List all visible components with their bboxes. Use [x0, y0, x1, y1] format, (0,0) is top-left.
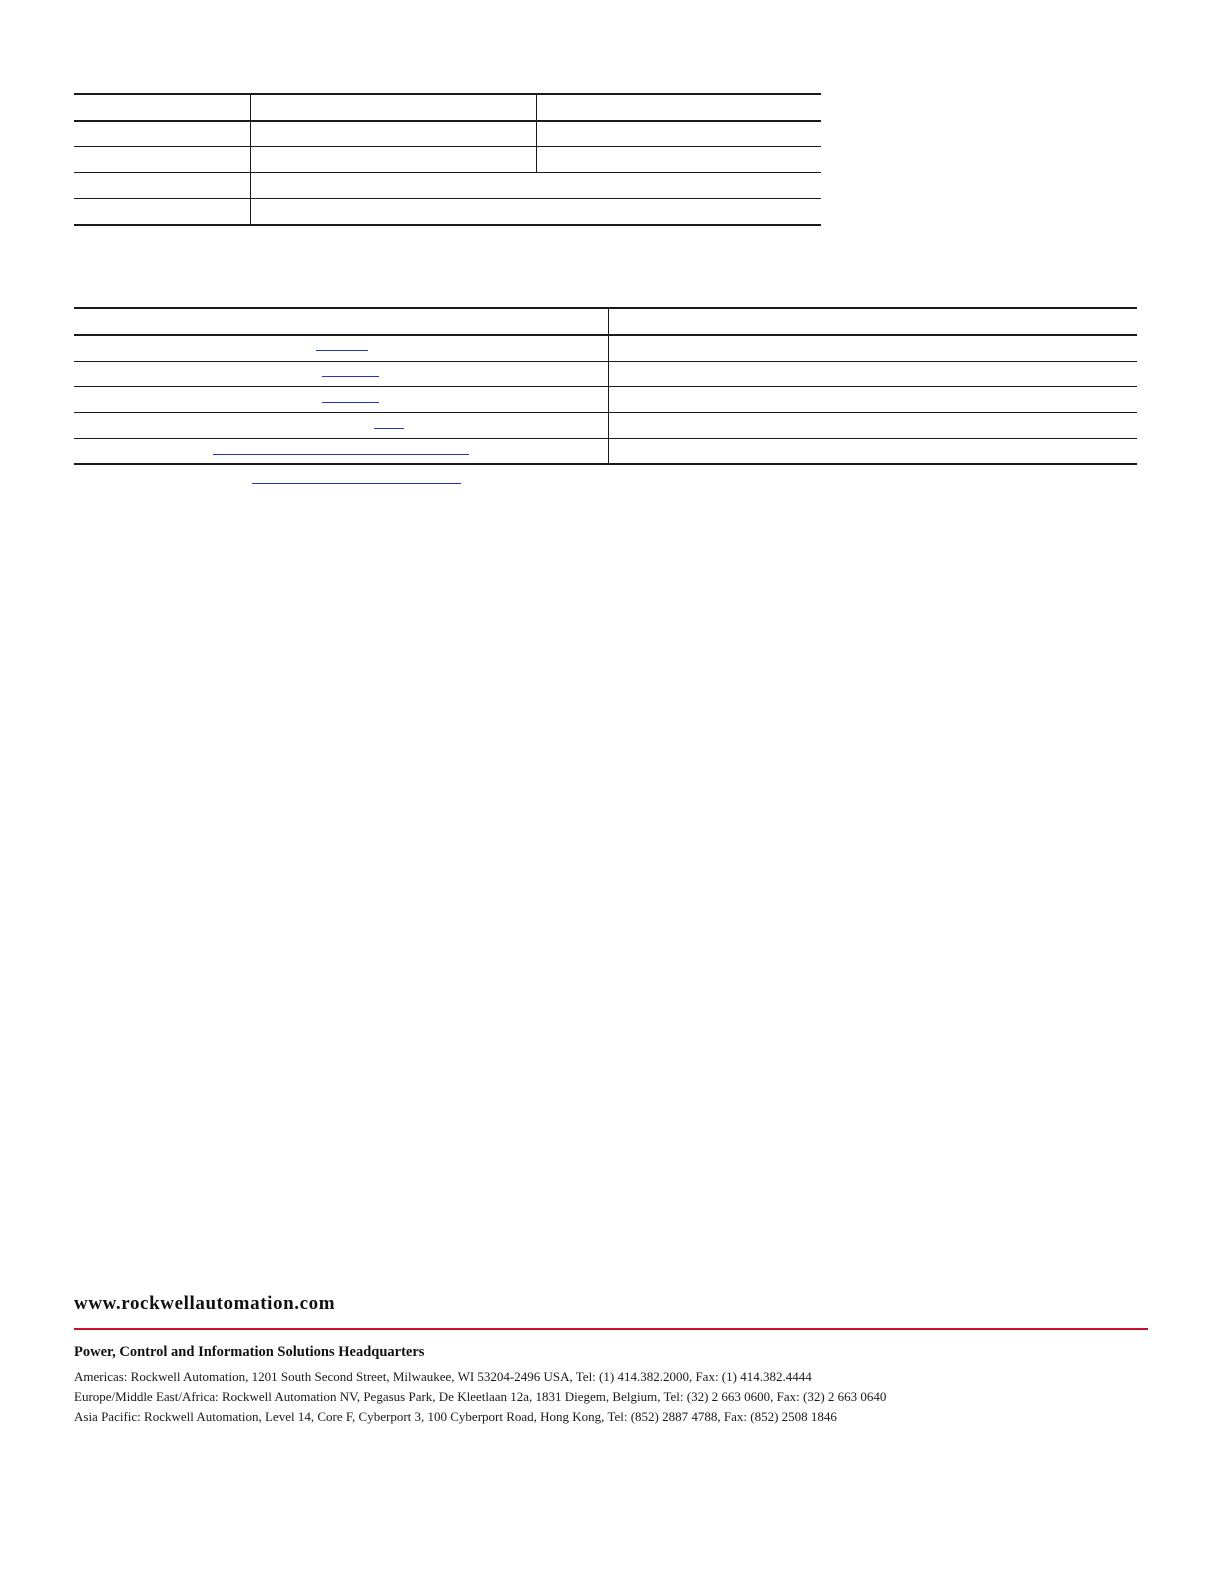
table-rule	[74, 172, 821, 173]
table-rule-bottom	[74, 224, 821, 226]
table-rule-top	[74, 93, 821, 95]
table-rule-top	[74, 307, 1137, 309]
headquarters-title: Power, Control and Information Solutions Headquarters	[74, 1344, 425, 1360]
table-link[interactable]	[322, 402, 379, 403]
footer-divider	[74, 1328, 1148, 1330]
address-emea: Europe/Middle East/Africa: Rockwell Automation NV, Pegasus Park, De Kleetlaan 12a, 1831 Diegem, Belgium, Tel: (32) 2 663 0600, Fax: (32) 2 663 0640	[74, 1389, 887, 1404]
table-rule-bottom	[74, 463, 1137, 465]
table-rule	[74, 198, 821, 199]
support-table	[74, 93, 821, 226]
table-link[interactable]	[316, 350, 368, 351]
table-rule	[74, 361, 1137, 362]
address-asia-pacific: Asia Pacific: Rockwell Automation, Level 14, Core F, Cyberport 3, 100 Cyberport Road, Hong Kong, Tel: (852) 2887 4788, Fax: (852) 2508 1846	[74, 1409, 837, 1424]
table-rule	[74, 146, 821, 147]
table-rule	[74, 412, 1137, 413]
table-link[interactable]	[374, 428, 404, 429]
resources-table	[74, 307, 1137, 465]
table-rule	[74, 438, 1137, 439]
table-rule-header	[74, 120, 821, 122]
table-column-divider	[536, 93, 537, 173]
table-rule	[74, 386, 1137, 387]
table-rule-header	[74, 334, 1137, 336]
table-column-divider	[608, 307, 609, 465]
table-link[interactable]	[213, 454, 469, 455]
table-column-divider	[250, 93, 251, 226]
address-americas: Americas: Rockwell Automation, 1201 South Second Street, Milwaukee, WI 53204-2496 USA, Tel: (1) 414.382.2000, Fax: (1) 414.382.4444	[74, 1369, 812, 1384]
table-link[interactable]	[322, 376, 379, 377]
company-website[interactable]: www.rockwellautomation.com	[74, 1293, 336, 1314]
footnote-link[interactable]	[252, 483, 461, 484]
